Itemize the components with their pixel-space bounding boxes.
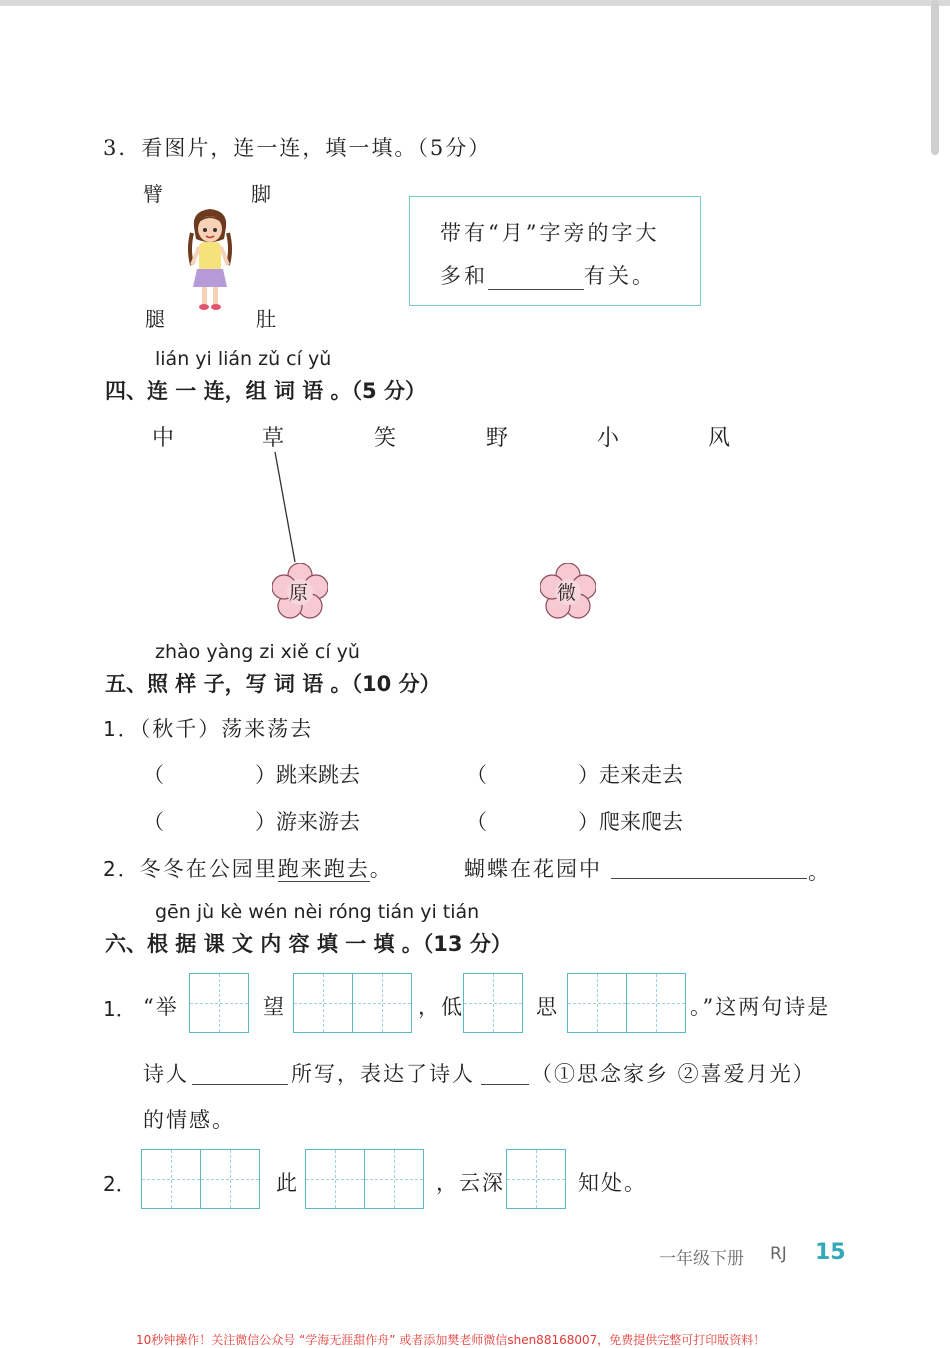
s6-q1-line2-b: 所写，表达了诗人 [291, 1062, 475, 1086]
s5-heading-a: 五、照 样 子 [105, 672, 225, 696]
s6-q2-zhichu: 知处。 [578, 1171, 647, 1195]
s5-row1-right-open[interactable]: （ [466, 763, 487, 787]
hint-line-1: 带有“月”字旁的字大 [440, 221, 660, 245]
char-xiao-small[interactable]: 小 [597, 426, 620, 451]
body-part-arm: 臂 [143, 182, 163, 206]
s6-q1-box-4[interactable] [567, 973, 686, 1033]
s5-q2-blank[interactable] [611, 878, 807, 879]
top-bar [0, 0, 950, 6]
s5-q2-second: 蝴蝶在花园中 [464, 857, 602, 881]
s6-q1-line2-a: 诗人 [143, 1062, 189, 1086]
girl-illustration [180, 205, 240, 315]
s6-q1-box-2[interactable] [293, 973, 412, 1033]
s5-q1 [103, 713, 313, 743]
s6-q2-box-1[interactable] [141, 1149, 260, 1209]
s5-row2-right-open[interactable]: （ [466, 810, 487, 834]
s5-heading-b: ，写 词 语 。（10 分） [224, 672, 441, 696]
s6-q1-label: 1． [103, 997, 136, 1021]
s6-q1-wang: 望 [263, 995, 286, 1019]
footer-edition: RJ [770, 1244, 787, 1264]
s5-row1-right-word: ）走来走去 [578, 763, 683, 787]
s4-pinyin: lián yi lián zǔ cí yǔ [155, 348, 332, 370]
s5-q2-period: 。 [369, 857, 393, 881]
q3-title: 3．看图片，连一连，填一填。（5分） [103, 136, 492, 160]
char-feng[interactable]: 风 [708, 426, 731, 451]
page-number: 15 [815, 1240, 846, 1265]
s6-q2-box-2[interactable] [305, 1149, 424, 1209]
s5-row2-left-open[interactable]: （ [143, 810, 164, 834]
body-part-leg: 腿 [145, 307, 165, 331]
s5-q1-example: （秋千）荡来荡去 [139, 717, 314, 741]
promo-notice: 10秒钟操作！关注微信公众号 “学海无涯甜作舟” 或者添加樊老师微信shen88168007，免费提供完整可打印版资料！ [136, 1333, 766, 1347]
s6-q1-close: 。”这两句诗是 [690, 995, 831, 1019]
s6-pinyin: gēn jù kè wén nèi róng tián yi tián [155, 901, 480, 923]
s6-q2-label: 2． [103, 1172, 136, 1196]
char-cao[interactable]: 草 [262, 426, 285, 451]
s5-heading [105, 668, 441, 698]
s5-q1-label: 1． [103, 717, 140, 741]
flower-wei[interactable] [540, 563, 596, 619]
s6-q1-open: “举 [143, 995, 179, 1019]
flower-wei-label: 微 [557, 582, 577, 604]
s6-q1-box-1[interactable] [189, 973, 249, 1033]
hint-blank[interactable] [488, 267, 584, 290]
s5-q2-underlined: 跑来跑去 [277, 857, 370, 881]
hint-box [409, 196, 701, 306]
s5-q2-label: 2． [103, 857, 140, 881]
s6-q1-blank-choice[interactable] [481, 1084, 529, 1085]
hint-line-2-end: 有关。 [584, 264, 656, 288]
char-ye[interactable]: 野 [486, 426, 509, 451]
body-part-belly: 肚 [256, 307, 276, 331]
s6-q1-blank-poet[interactable] [192, 1084, 288, 1085]
s5-row2-left-word: ）游来游去 [255, 810, 360, 834]
s6-q1-si: 思 [536, 995, 559, 1019]
s6-q1-line2-c: （①思念家乡 ②喜爱月光） [531, 1062, 816, 1086]
s5-q2 [103, 853, 393, 883]
hint-line-2 [440, 260, 656, 290]
s5-row1-left-open[interactable]: （ [143, 763, 164, 787]
s4-heading-a: 四、连 一 连 [105, 379, 225, 403]
char-zhong[interactable]: 中 [152, 426, 175, 451]
footer-grade: 一年级下册 [659, 1249, 744, 1269]
s6-q1-line3: 的情感。 [143, 1108, 235, 1132]
s6-q2-ci: 此 [276, 1171, 299, 1195]
s6-q1-box-3[interactable] [463, 973, 523, 1033]
body-part-foot: 脚 [251, 182, 271, 206]
flower-yuan[interactable] [272, 563, 328, 619]
s5-row1-left-word: ）跳来跳去 [255, 763, 360, 787]
s5-pinyin: zhào yàng zi xiě cí yǔ [155, 641, 360, 663]
s5-q2-end: 。 [808, 860, 831, 884]
hint-line-2-start: 多和 [440, 264, 488, 288]
scrollbar[interactable] [931, 0, 939, 155]
s4-heading-b: ，组 词 语 。（5 分） [224, 379, 426, 403]
char-xiao-laugh[interactable]: 笑 [374, 426, 397, 451]
flower-yuan-label: 原 [289, 582, 309, 604]
s6-q2-box-3[interactable] [506, 1149, 566, 1209]
s6-heading: 六、根 据 课 文 内 容 填 一 填 。（13 分） [105, 932, 512, 956]
s6-q1-di: ，低 [418, 995, 464, 1019]
s6-q2-yunshen: ，云深 [436, 1171, 505, 1195]
connect-line [268, 450, 308, 565]
s5-row2-right-word: ）爬来爬去 [578, 810, 683, 834]
s5-q2-start: 冬冬在公园里 [139, 857, 278, 881]
s4-heading [105, 375, 426, 405]
